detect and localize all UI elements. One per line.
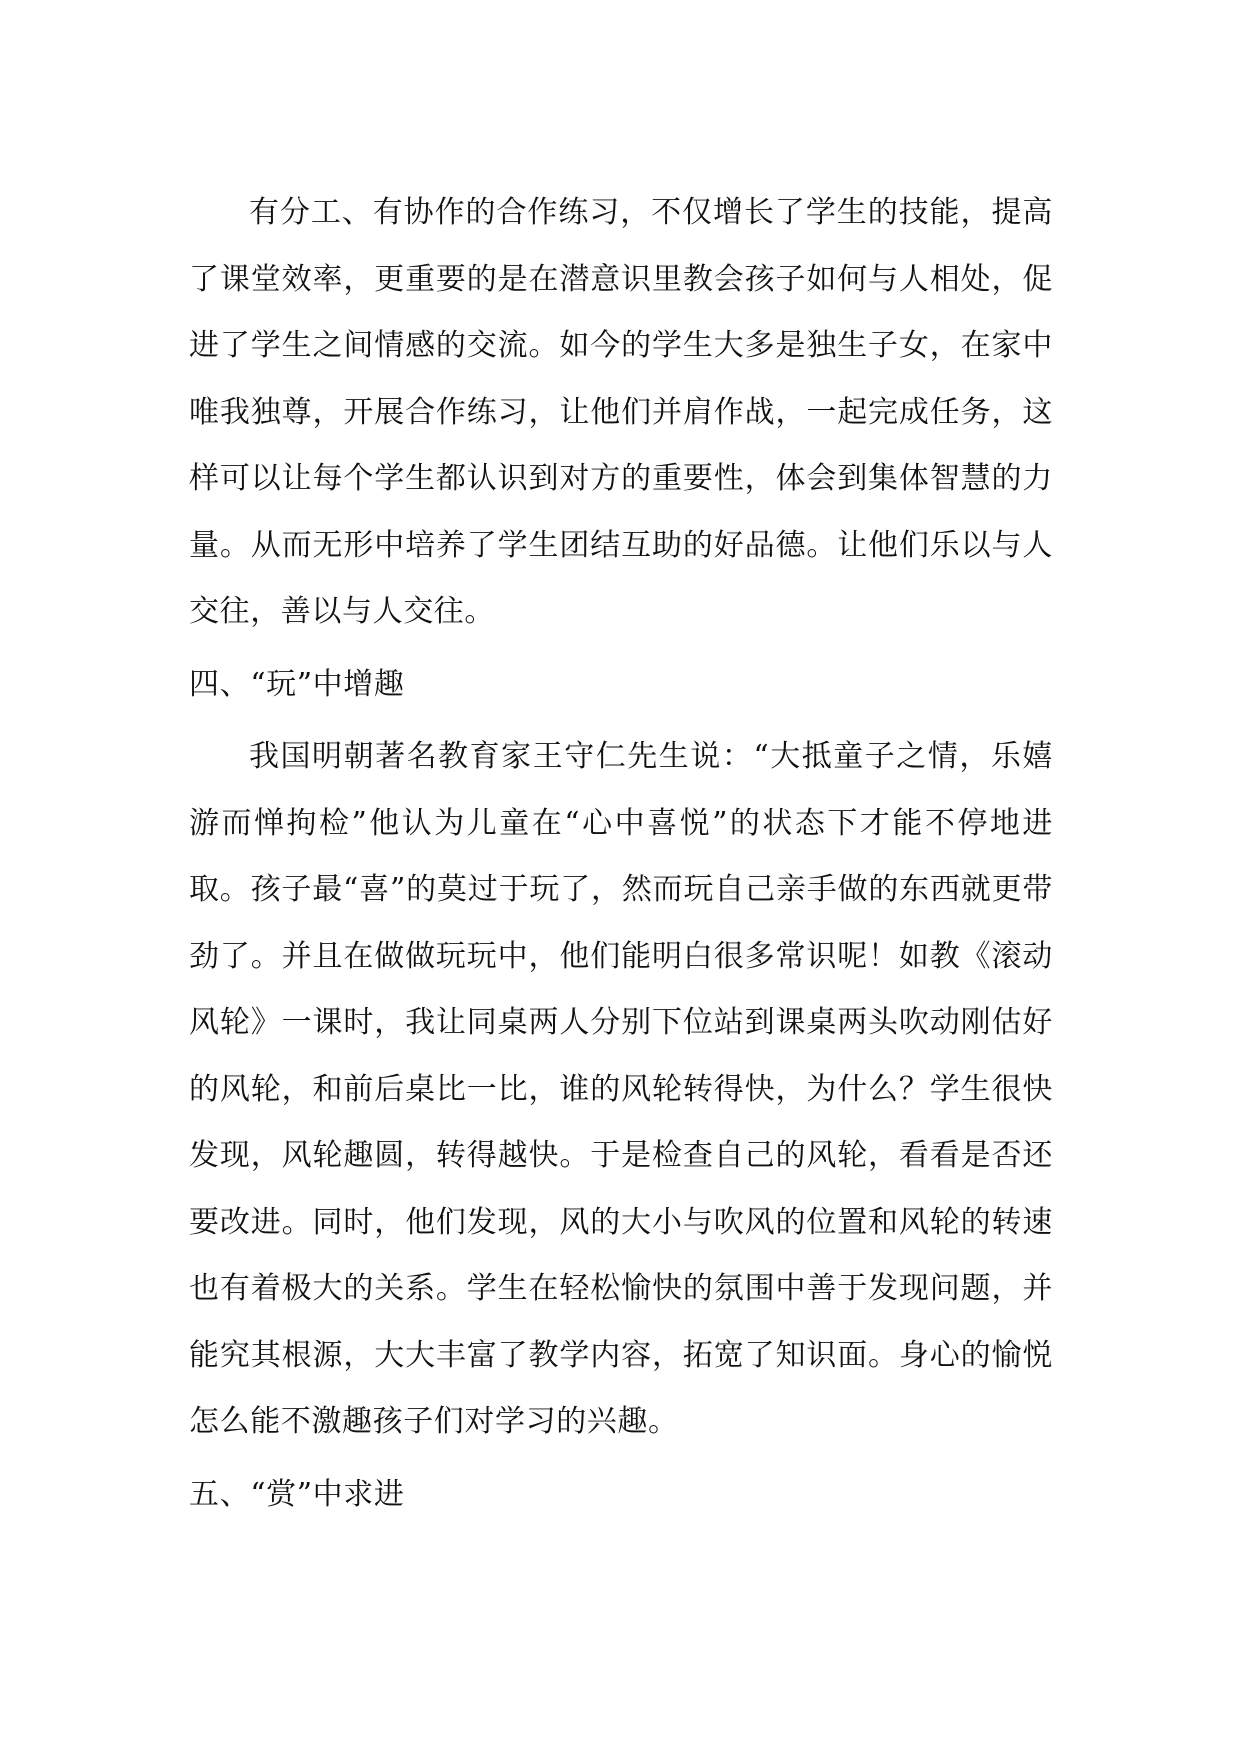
- section-heading-4: 四、“玩”中增趣: [189, 666, 405, 702]
- paragraph-cooperation: 有分工、有协作的合作练习，不仅增长了学生的技能，提高了课堂效率，更重要的是在潜意识里教会孩子如何与人相处，促进了学生之间情感的交流。如今的学生大多是独生子女，在家中唯我独尊，开展合作练习，让他们并肩作战，一起完成任务，这样可以让每个学生都认识到对方的重要性，体会到集体智慧的力量。从而无形中培养了学生团结互助的好品德。让他们乐以与人交往，善以与人交往。: [189, 195, 1053, 629]
- document-page: [189, 180, 1053, 1528]
- section-heading-5: 五、“赏”中求进: [189, 1476, 405, 1512]
- paragraph-play: 我国明朝著名教育家王守仁先生说：“大抵童子之情，乐嬉游而惮拘检”他认为儿童在“心中喜悦”的状态下才能不停地进取。孩子最“喜”的莫过于玩了，然而玩自己亲手做的东西就更带劲了。并且在做做玩玩中，他们能明白很多常识呢！如教《滚动风轮》一课时，我让同桌两人分别下位站到课桌两头吹动刚估好的风轮，和前后桌比一比，谁的风轮转得快，为什么？学生很快发现，风轮趣圆，转得越快。于是检查自己的风轮，看看是否还要改进。同时，他们发现，风的大小与吹风的位置和风轮的转速也有着极大的关系。学生在轻松愉快的氛围中善于发现问题，并能究其根源，大大丰富了教学内容，拓宽了知识面。身心的愉悦怎么能不激趣孩子们对学习的兴趣。: [189, 739, 1053, 1439]
